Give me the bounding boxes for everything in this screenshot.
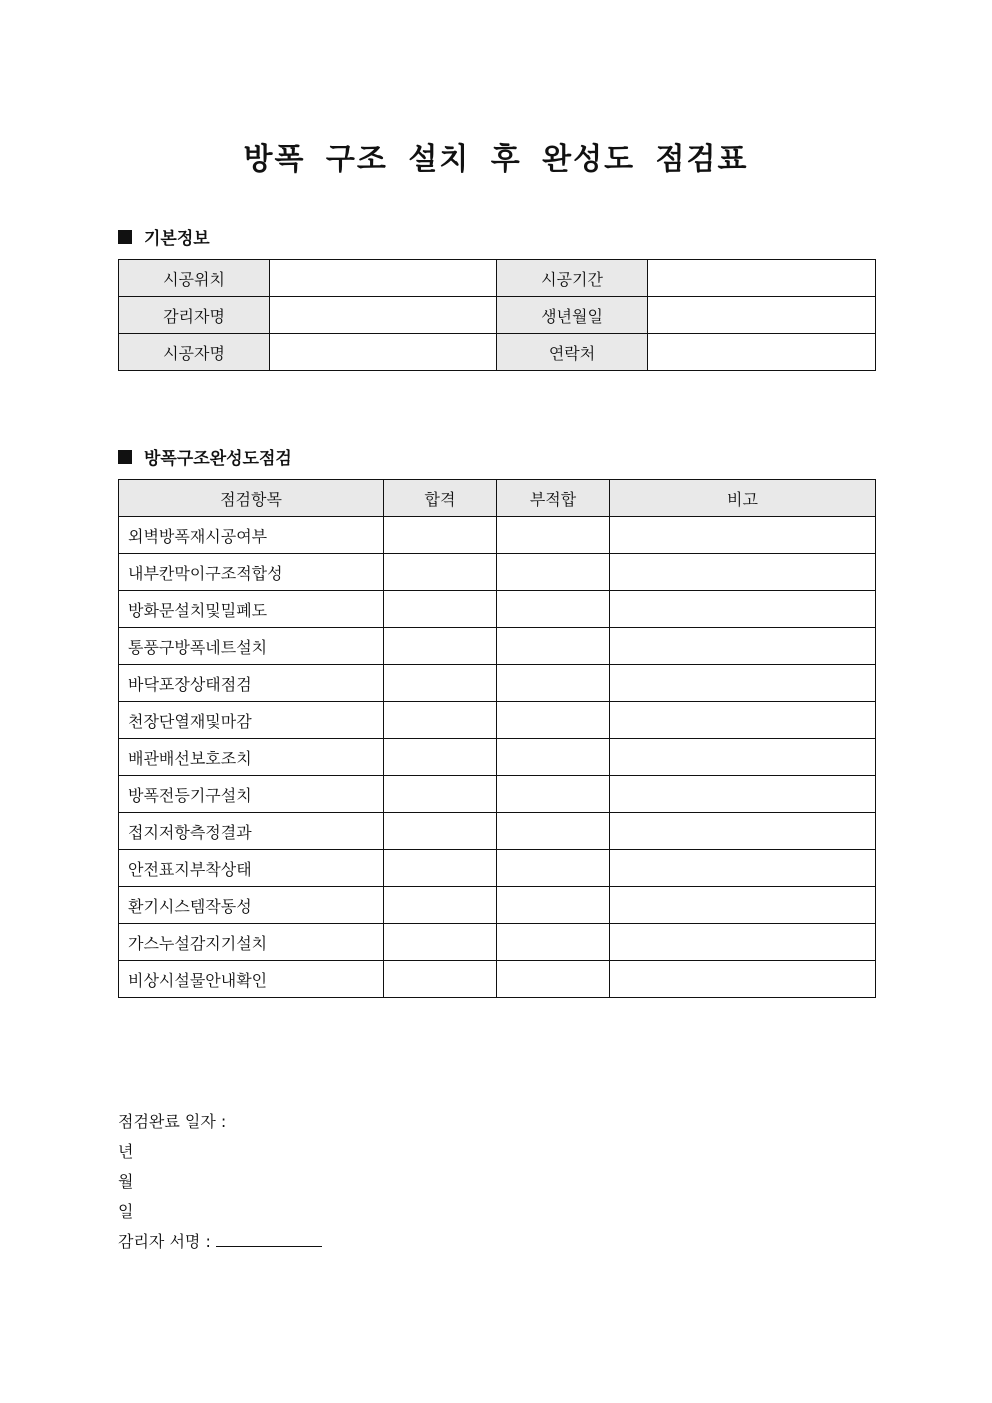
pass-cell[interactable] — [384, 628, 497, 665]
label-birth-date: 생년월일 — [497, 297, 648, 334]
remarks-cell[interactable] — [610, 739, 876, 776]
table-row — [119, 961, 876, 998]
pass-cell[interactable] — [384, 813, 497, 850]
check-item-label: 안전표지부착상태 — [119, 850, 384, 887]
column-header-pass: 합격 — [384, 480, 497, 517]
table-row — [119, 887, 876, 924]
signature-line[interactable] — [216, 1232, 322, 1247]
check-item-label: 환기시스템작동성 — [119, 887, 384, 924]
pass-cell[interactable] — [384, 554, 497, 591]
pass-cell[interactable] — [384, 850, 497, 887]
table-row — [119, 554, 876, 591]
contact-field[interactable] — [648, 334, 876, 371]
remarks-cell[interactable] — [610, 813, 876, 850]
pass-cell[interactable] — [384, 961, 497, 998]
signature-row — [118, 1227, 322, 1257]
fail-cell[interactable] — [497, 850, 610, 887]
fail-cell[interactable] — [497, 702, 610, 739]
fail-cell[interactable] — [497, 887, 610, 924]
fail-cell[interactable] — [497, 591, 610, 628]
checklist-table — [118, 479, 876, 998]
fail-cell[interactable] — [497, 517, 610, 554]
table-row — [119, 260, 876, 297]
pass-cell[interactable] — [384, 591, 497, 628]
construction-period-field[interactable] — [648, 260, 876, 297]
column-header-remarks: 비고 — [610, 480, 876, 517]
check-item-label: 통풍구방폭네트설치 — [119, 628, 384, 665]
check-item-label: 내부칸막이구조적합성 — [119, 554, 384, 591]
table-row — [119, 776, 876, 813]
column-header-fail: 부적합 — [497, 480, 610, 517]
check-item-label: 천장단열재및마감 — [119, 702, 384, 739]
check-item-label: 방폭전등기구설치 — [119, 776, 384, 813]
construction-location-field[interactable] — [270, 260, 497, 297]
fail-cell[interactable] — [497, 961, 610, 998]
fail-cell[interactable] — [497, 924, 610, 961]
check-item-label: 바닥포장상태점검 — [119, 665, 384, 702]
fail-cell[interactable] — [497, 776, 610, 813]
contractor-name-field[interactable] — [270, 334, 497, 371]
section-title: 기본정보 — [144, 229, 210, 249]
table-row — [119, 297, 876, 334]
column-header-item: 점검항목 — [119, 480, 384, 517]
table-row — [119, 628, 876, 665]
pass-cell[interactable] — [384, 887, 497, 924]
square-bullet-icon — [118, 450, 132, 464]
birth-date-field[interactable] — [648, 297, 876, 334]
remarks-cell[interactable] — [610, 924, 876, 961]
pass-cell[interactable] — [384, 739, 497, 776]
remarks-cell[interactable] — [610, 850, 876, 887]
check-item-label: 배관배선보호조치 — [119, 739, 384, 776]
pass-cell[interactable] — [384, 776, 497, 813]
check-item-label: 외벽방폭재시공여부 — [119, 517, 384, 554]
check-item-label: 가스누설감지기설치 — [119, 924, 384, 961]
signature-label: 감리자 서명 : — [118, 1232, 211, 1251]
year-label: 년 — [118, 1142, 134, 1161]
table-row — [119, 702, 876, 739]
fail-cell[interactable] — [497, 813, 610, 850]
section-checklist-heading — [118, 444, 292, 469]
remarks-cell[interactable] — [610, 665, 876, 702]
remarks-cell[interactable] — [610, 961, 876, 998]
month-label: 월 — [118, 1172, 134, 1191]
check-item-label: 접지저항측정결과 — [119, 813, 384, 850]
label-contact: 연락처 — [497, 334, 648, 371]
label-supervisor-name: 감리자명 — [119, 297, 270, 334]
section-basic-info-heading — [118, 224, 210, 249]
table-row — [119, 517, 876, 554]
remarks-cell[interactable] — [610, 517, 876, 554]
remarks-cell[interactable] — [610, 887, 876, 924]
fail-cell[interactable] — [497, 665, 610, 702]
pass-cell[interactable] — [384, 702, 497, 739]
pass-cell[interactable] — [384, 517, 497, 554]
pass-cell[interactable] — [384, 665, 497, 702]
label-construction-period: 시공기간 — [497, 260, 648, 297]
square-bullet-icon — [118, 230, 132, 244]
table-row — [119, 334, 876, 371]
fail-cell[interactable] — [497, 628, 610, 665]
label-contractor-name: 시공자명 — [119, 334, 270, 371]
table-row — [119, 850, 876, 887]
section-title: 방폭구조완성도점검 — [144, 449, 292, 469]
table-row — [119, 924, 876, 961]
label-construction-location: 시공위치 — [119, 260, 270, 297]
table-header-row — [119, 480, 876, 517]
check-item-label: 비상시설물안내확인 — [119, 961, 384, 998]
table-row — [119, 591, 876, 628]
fail-cell[interactable] — [497, 739, 610, 776]
supervisor-name-field[interactable] — [270, 297, 497, 334]
remarks-cell[interactable] — [610, 628, 876, 665]
day-label: 일 — [118, 1202, 134, 1221]
table-row — [119, 665, 876, 702]
remarks-cell[interactable] — [610, 776, 876, 813]
check-item-label: 방화문설치및밀폐도 — [119, 591, 384, 628]
table-row — [119, 739, 876, 776]
remarks-cell[interactable] — [610, 702, 876, 739]
basic-info-table — [118, 259, 876, 371]
table-row — [119, 813, 876, 850]
remarks-cell[interactable] — [610, 591, 876, 628]
footer-signoff — [118, 1107, 322, 1257]
fail-cell[interactable] — [497, 554, 610, 591]
completion-date-label: 점검완료 일자 : — [118, 1112, 227, 1131]
pass-cell[interactable] — [384, 924, 497, 961]
page-title: 방폭 구조 설치 후 완성도 점검표 — [243, 142, 749, 177]
remarks-cell[interactable] — [610, 554, 876, 591]
